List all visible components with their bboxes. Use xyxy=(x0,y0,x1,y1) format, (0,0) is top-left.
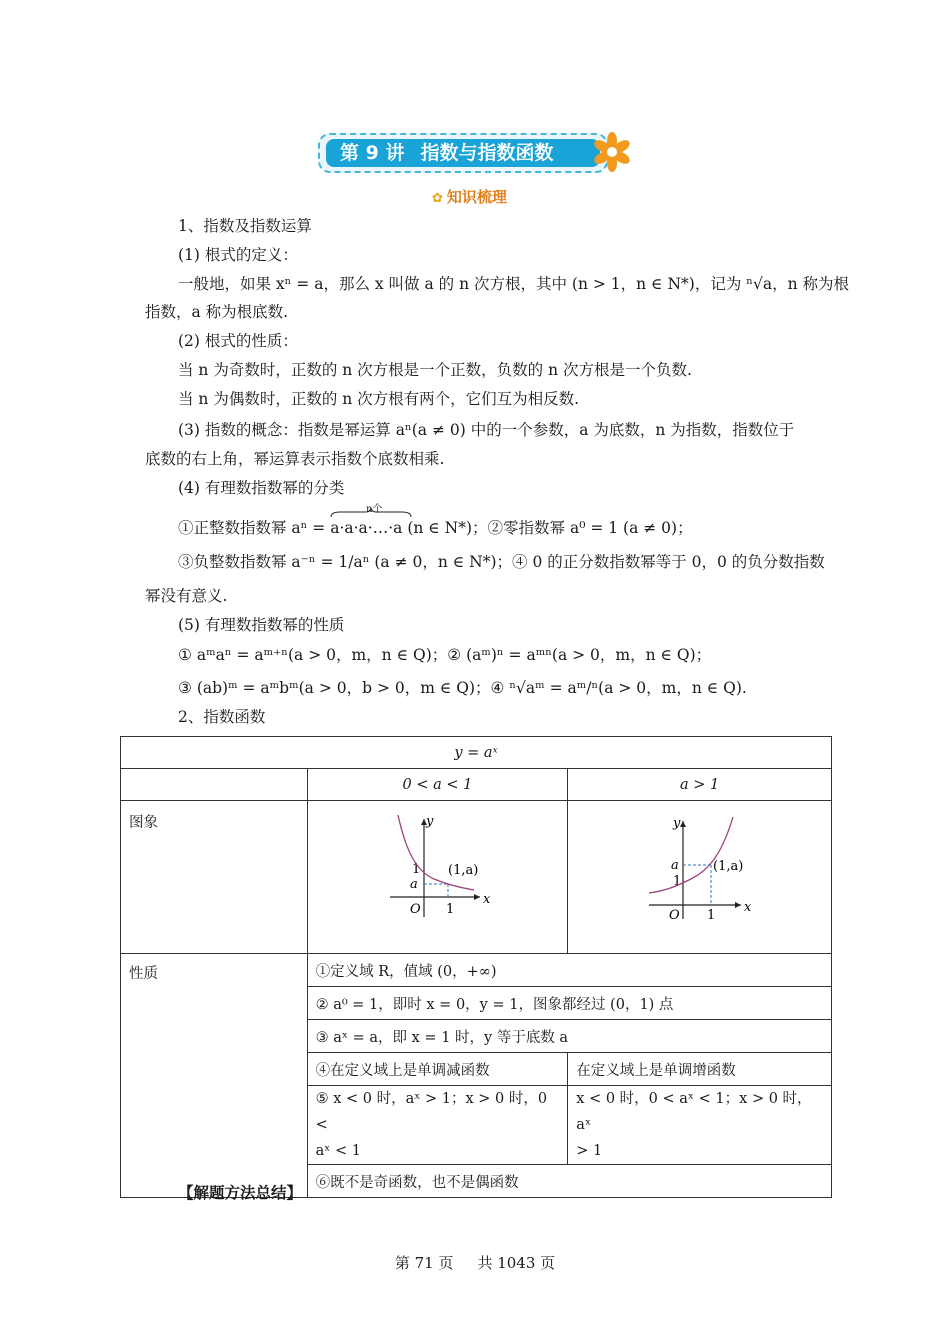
paragraph-line: 底数的右上角，幂运算表示指数个底数相乘. xyxy=(145,450,445,468)
lecture-title: 指数与指数函数 xyxy=(420,142,554,164)
x-tick-one: 1 xyxy=(706,908,715,923)
paragraph-line: 指数，a 称为根底数. xyxy=(145,303,289,321)
point-label: (1,a) xyxy=(712,859,743,874)
point-label: (1,a) xyxy=(448,863,479,878)
subheading-5: (5) 有理数指数幂的性质 xyxy=(178,616,345,634)
paragraph-line: ③负整数指数幂 a⁻ⁿ = 1/aⁿ (a ≠ 0，n ∈ N*)；④ 0 的正分数指数幂等于 0，0 的负分数指数 xyxy=(178,553,825,571)
row-label-properties: 性质 xyxy=(121,954,308,1198)
origin-label: O xyxy=(410,902,422,917)
page-number: 第 71 页 xyxy=(394,1254,454,1272)
axis-label-y: y xyxy=(672,816,680,831)
subheading-1: (1) 根式的定义： xyxy=(178,246,298,264)
column-header-decreasing: 0 < a < 1 xyxy=(307,769,568,801)
paragraph-line: ①正整数指数幂 aⁿ = a·a·a·…·a (n ∈ N*)；②零指数幂 a⁰ = 1 (a ≠ 0)； xyxy=(178,519,693,537)
paragraph-line: ① aᵐaⁿ = aᵐ⁺ⁿ(a > 0，m，n ∈ Q)；② (aᵐ)ⁿ = aᵐⁿ(a > 0，m，n ∈ Q)； xyxy=(178,646,712,664)
property-4-left: ④在定义域上是单调减函数 xyxy=(307,1053,568,1086)
heading-2: 2、指数函数 xyxy=(178,708,266,726)
property-5-left: ⑤ x < 0 时，aˣ > 1；x > 0 时，0 < aˣ < 1 xyxy=(307,1086,568,1165)
paragraph-line: 当 n 为奇数时，正数的 n 次方根是一个正数，负数的 n 次方根是一个负数. xyxy=(178,361,692,379)
property-3: ③ aˣ = a，即 x = 1 时，y 等于底数 a xyxy=(307,1020,831,1053)
table-cell-empty xyxy=(121,769,308,801)
axis-label-x: x xyxy=(743,900,751,915)
axis-label-y: y xyxy=(426,814,434,829)
property-6: ⑥既不是奇函数，也不是偶函数 xyxy=(307,1165,831,1198)
curve-increasing xyxy=(649,817,733,893)
x-tick-one: 1 xyxy=(446,902,455,917)
property-1: ①定义域 R，值域 (0，+∞) xyxy=(307,954,831,987)
y-tick-a: a xyxy=(410,877,419,892)
graph-decreasing-cell xyxy=(307,801,568,954)
graph-increasing xyxy=(645,811,755,923)
exponential-function-table xyxy=(120,736,832,1198)
axis-label-x: x xyxy=(483,892,491,907)
heading-1: 1、指数及指数运算 xyxy=(178,217,312,235)
subheading-4: (4) 有理数指数幂的分类 xyxy=(178,479,345,497)
property-2: ② a⁰ = 1，即时 x = 0，y = 1，图象都经过 (0，1) 点 xyxy=(307,987,831,1020)
title-text xyxy=(326,139,600,167)
table-header: y = aˣ xyxy=(121,737,832,769)
flower-icon xyxy=(590,130,634,174)
subheading-2: (2) 根式的性质： xyxy=(178,332,298,350)
title-banner xyxy=(318,133,608,173)
graph-increasing-cell xyxy=(568,801,832,954)
paragraph-line: ③ (ab)ᵐ = aᵐbᵐ(a > 0，b > 0，m ∈ Q)；④ ⁿ√aᵐ = aᵐ/ⁿ(a > 0，m，n ∈ Q). xyxy=(178,679,747,697)
lecture-number: 第 9 讲 xyxy=(340,142,405,164)
row-label-graph: 图象 xyxy=(121,801,308,954)
paragraph-line: 一般地，如果 xⁿ = a，那么 x 叫做 a 的 n 次方根，其中 (n > 1，n ∈ N*)，记为 ⁿ√a，n 称为根 xyxy=(178,275,849,293)
property-5-right: x < 0 时，0 < aˣ < 1；x > 0 时，aˣ > 1 xyxy=(568,1086,832,1165)
page-footer xyxy=(0,1252,950,1273)
paragraph-line: 幂没有意义. xyxy=(145,587,228,605)
graph-decreasing xyxy=(382,811,492,923)
paragraph-line: (3) 指数的概念：指数是幂运算 aⁿ(a ≠ 0) 中的一个参数，a 为底数，n 为指数，指数位于 xyxy=(178,421,795,439)
y-tick-one: 1 xyxy=(412,862,421,877)
overbrace xyxy=(330,508,412,518)
paragraph-line: 当 n 为偶数时，正数的 n 次方根有两个，它们互为相反数. xyxy=(178,390,580,408)
origin-label: O xyxy=(668,908,680,923)
y-tick-a: a xyxy=(670,858,679,873)
section-label: 知识梳理 xyxy=(446,188,507,206)
method-summary-heading: 【解题方法总结】 xyxy=(178,1184,303,1202)
total-pages: 共 1043 页 xyxy=(477,1254,556,1272)
gear-icon: ✿ xyxy=(432,191,443,206)
y-tick-one: 1 xyxy=(672,874,681,889)
property-4-right: 在定义域上是单调增函数 xyxy=(568,1053,832,1086)
section-heading xyxy=(432,186,507,207)
column-header-increasing: a > 1 xyxy=(568,769,832,801)
brace-label: n个 xyxy=(366,504,383,515)
